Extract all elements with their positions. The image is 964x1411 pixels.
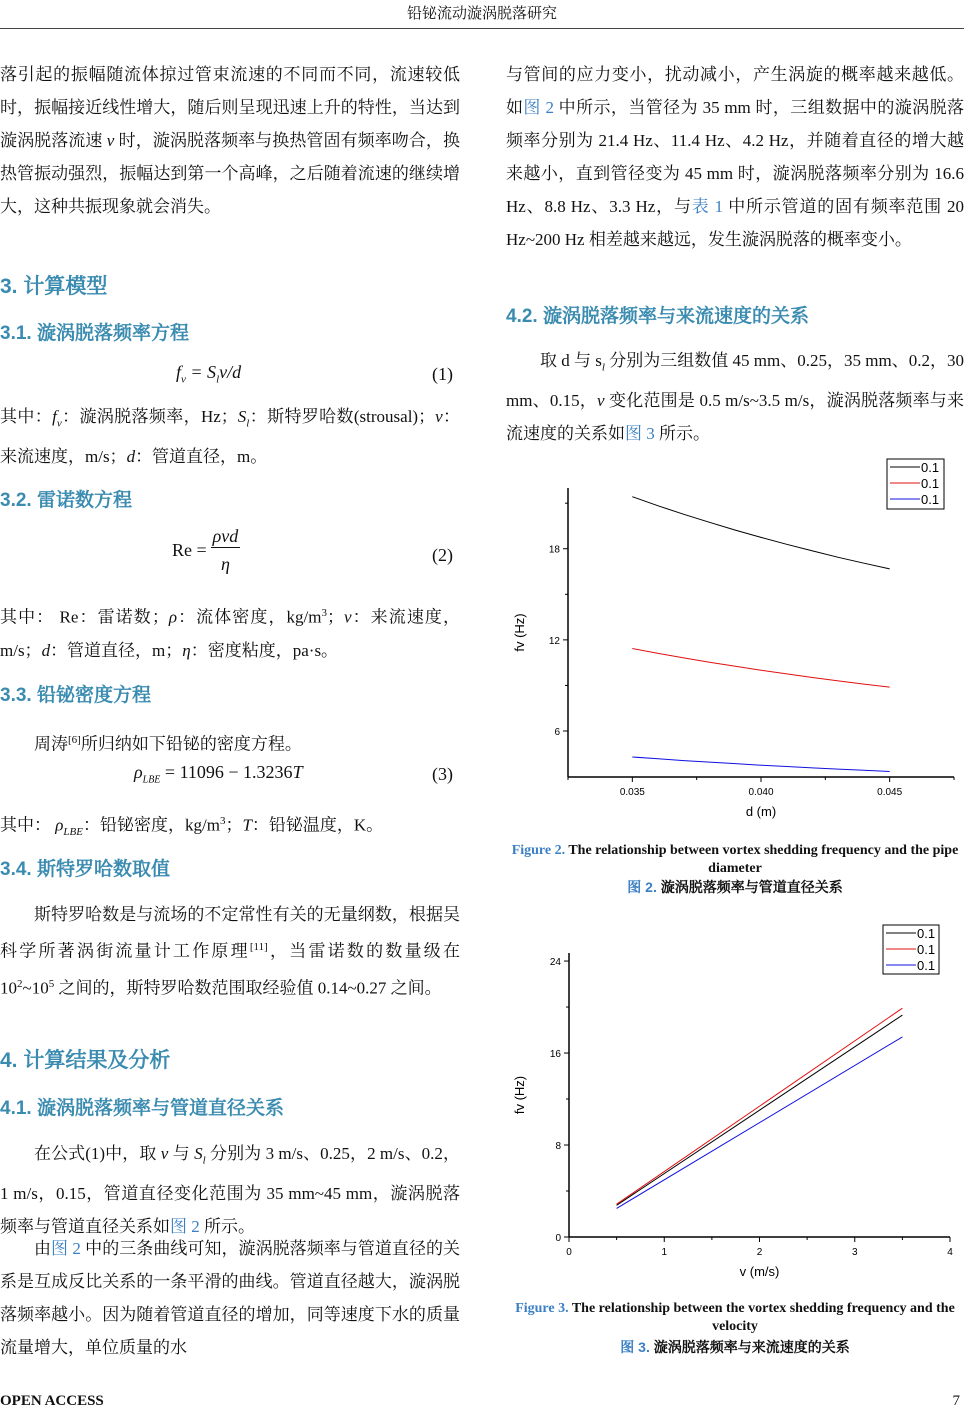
header-divider [0,28,964,29]
text-run: 3 [219,815,226,827]
x-tick-label: 0.040 [748,787,774,798]
legend-label: 0.1 [917,958,936,973]
paragraph [0,805,460,849]
paragraph [0,898,460,1004]
series-line-3 [617,1037,903,1209]
cross-reference-link[interactable]: 图 3 [625,424,655,444]
figure-2-chart [510,450,964,830]
figure-2-caption [506,842,964,878]
y-tick-label: 8 [555,1141,561,1153]
text-run: ：管道直径，m。 [135,447,268,467]
equation-2 [172,526,240,575]
text-run: l [601,361,605,374]
y-axis-label: fv (Hz) [512,613,527,652]
text-run: 中所示，当管径为 35 mm 时，三组数据中的漩涡脱落频率分别为 21.4 Hz、11.4 Hz、4.2 Hz，并随着直径的增大越来越小，直到管径变为 45 mm 时，漩涡脱落频率分别为 16.6 Hz、8.8 Hz、3.3 Hz，与 [506,98,964,216]
eq-sub: v [181,373,186,386]
eq-sub: LBE [142,774,161,786]
x-tick-label: 4 [947,1247,953,1258]
text-run: ~10 [22,978,49,998]
text-run: 在公式(1)中，取 [34,1144,161,1163]
text-run: f [52,407,57,426]
paragraph [0,1232,460,1364]
text-run: 其中： Re：雷诺数； [0,607,169,627]
text-run: S [194,1144,203,1163]
equation-3 [134,762,303,786]
text-run: ：铅铋温度，K。 [251,815,384,835]
caption-text: The relationship between the vortex shedding frequency and the velocity [571,1301,955,1334]
text-run: ； [225,815,243,835]
text-run: l [202,1154,206,1167]
y-axis-label: fv (Hz) [512,1075,527,1115]
text-run: 其中： [0,815,56,835]
eq-term: ρ [134,762,143,782]
figure-3-chart [510,920,964,1290]
subsection-heading: 4.2. 漩涡脱落频率与来流速度的关系 [506,306,809,327]
paragraph [506,344,964,450]
text-run: 5 [48,977,55,990]
text-run: ：铅铋密度，kg/m [82,815,220,835]
figure-2-caption-zh [506,878,964,896]
text-run: 时，漩涡脱落频率与换热管固有频率吻合，换热管振动强烈，振幅达到第一个高峰，之后随着流速的继续增大，这种共振现象就会消失。 [0,131,461,216]
numerator: ρvd [212,526,239,546]
equation-1 [176,362,241,386]
running-header: 铅铋流动漩涡脱落研究 [406,6,557,22]
text-run: η [182,640,191,660]
eq-term: f [176,362,182,382]
caption-text: 漩涡脱落频率与管道直径关系 [660,879,843,895]
y-tick-label: 12 [548,635,560,647]
eq-term: T [292,762,303,782]
x-tick-label: 0.035 [619,787,645,798]
denominator: η [221,554,230,574]
series-line-2 [617,1008,903,1204]
cross-reference-link[interactable]: 表 1 [691,197,724,216]
subsection-heading: 3.4. 斯特罗哈数取值 [0,859,170,880]
x-tick-label: 3 [851,1247,858,1258]
text-run: ：来流速度，m/s； [0,607,460,660]
text-run: v [343,607,352,627]
text-run: 分别为 3 m/s、0.25，2 m/s、0.2，1 m/s，0.15，管道直径变化范围为 35 mm~45 mm，漩涡脱落频率与管道直径关系如 [0,1144,461,1237]
caption-text: The relationship between vortex shedding frequency and the pipe diameter [568,843,959,876]
page-number: 7 [952,1393,960,1409]
text-run: 分别为三组数值 45 mm、0.25，35 mm、0.2，30 mm、0.15， [506,351,964,411]
text-run: ：管道直径，m； [50,640,183,660]
text-run: ：来流速度，m/s； [0,407,461,467]
text-run: T [242,815,252,835]
equation-number: (1) [432,364,453,384]
subsection-heading: 4.1. 漩涡脱落频率与管道直径关系 [0,1098,284,1119]
text-run: [11] [249,941,268,953]
caption-text: 漩涡脱落频率与来流速度的关系 [653,1339,850,1355]
legend-label: 0.1 [921,476,940,491]
text-run: l [246,417,250,430]
text-run: 之间的，斯特罗哈数范围取经验值 0.14~0.27 之间。 [54,978,442,998]
text-run: ：斯特罗哈数(strousal)； [249,407,436,426]
text-run: 取 d 与 s [540,351,602,370]
x-axis-label: v (m/s) [739,1264,780,1279]
text-run: d [41,640,51,660]
eq-sub: l [216,373,220,386]
open-access-label: OPEN ACCESS [0,1393,104,1409]
text-run: v [56,417,62,430]
section-heading: 3. 计算模型 [0,275,108,298]
text-run: ； [326,607,344,627]
text-run: v [597,391,605,411]
text-run: 变化范围是 0.5 m/s~3.5 m/s，漩涡脱落频率与来流速度的关系如 [506,391,964,444]
text-run: 所示。 [654,424,710,444]
text-run: 与管间的应力变小，扰动减小，产生涡旋的概率越来越低。如 [506,65,964,117]
series-line-1 [632,497,889,569]
legend-label: 0.1 [921,460,940,475]
text-run: v [435,407,443,426]
paragraph [0,724,460,761]
section-heading: 4. 计算结果及分析 [0,1049,171,1072]
y-tick-label: 24 [549,957,561,969]
figure-3-caption-zh [506,1338,964,1356]
text-run: 中的三条曲线可知，漩涡脱落频率与管道直径的关系是互成反比关系的一条平滑的曲线。管道直径越大，漩涡脱落频率越小。因为随着管道直径的增加，同等速度下水的质量流量增大，单位质量的水 [0,1239,461,1357]
text-run: ：流体密度，kg/m [177,607,322,627]
series-line-2 [632,649,889,688]
paragraph [0,1137,460,1243]
text-run: 与 [168,1144,195,1163]
text-run: 由 [34,1239,52,1258]
text-run: [6] [68,734,81,746]
subsection-heading: 3.1. 漩涡脱落频率方程 [0,323,189,344]
series-line-1 [617,1015,903,1205]
eq-term: Re = [172,540,207,560]
legend-label: 0.1 [917,926,936,941]
x-tick-label: 2 [756,1247,763,1258]
text-run: d [126,447,136,467]
y-tick-label: 16 [549,1049,561,1061]
eq-term: = 11096 − 1.3236 [160,762,293,782]
text-run: ：漩涡脱落频率，Hz； [61,407,238,426]
text-run: ρ [168,607,177,627]
text-run: ρ [55,815,64,835]
text-run: v [160,1144,169,1163]
text-run: 落引起的振幅随流体掠过管束流速的不同而不同，流速较低时，振幅接近线性增大，随后则呈现迅速上升的特性，当达到漩涡脱落流速 [0,65,460,150]
text-run: 斯特罗哈数是与流场的不定常性有关的无量纲数，根据吴科学所著涡街流量计工作原理 [0,905,460,961]
text-run: 其中： [0,407,53,426]
text-run: 3 [321,607,327,619]
text-run: LBE [63,826,83,839]
fraction [211,526,241,575]
eq-term: = S [185,362,217,382]
x-tick-label: 0.045 [877,787,903,798]
text-run: v [106,131,115,150]
equation-number: (3) [432,764,453,784]
paragraph [0,58,460,223]
caption-label: 图 3. [620,1339,650,1355]
text-run: 所示。 [199,1217,255,1237]
cross-reference-link[interactable]: 图 2 [170,1217,200,1237]
cross-reference-link[interactable]: 图 2 [523,98,555,117]
y-tick-label: 0 [555,1233,561,1244]
series-line-3 [632,757,889,772]
x-tick-label: 1 [661,1247,668,1258]
legend-label: 0.1 [917,942,936,957]
cross-reference-link[interactable]: 图 2 [51,1239,81,1258]
legend-label: 0.1 [921,492,940,507]
y-tick-label: 18 [548,544,560,556]
paragraph [506,58,964,256]
caption-label: Figure 2. [511,843,566,858]
subsection-heading: 3.3. 铅铋密度方程 [0,685,151,706]
text-run: S [237,407,247,426]
caption-label: Figure 3. [515,1301,569,1316]
paragraph [0,597,460,667]
y-tick-label: 6 [554,726,560,738]
text-run: 中所示管道的固有频率范围 20 Hz~200 Hz 相差越来越远，发生漩涡脱落的概率变小。 [506,197,964,249]
text-run: ，当雷诺数的数量级在 10 [0,941,461,998]
text-run: 所归纳如下铅铋的密度方程。 [80,734,302,754]
x-axis-label: d (m) [745,804,777,819]
eq-term: v/d [219,362,242,382]
text-run: ：密度粘度，pa·s。 [190,640,339,660]
subsection-heading: 3.2. 雷诺数方程 [0,490,132,511]
x-tick-label: 0 [566,1247,572,1258]
figure-3-caption [506,1300,964,1336]
text-run: 2 [17,977,23,990]
paragraph [0,400,460,473]
equation-number: (2) [432,545,453,565]
caption-label: 图 2. [627,879,657,895]
text-run: 周涛 [34,734,68,754]
